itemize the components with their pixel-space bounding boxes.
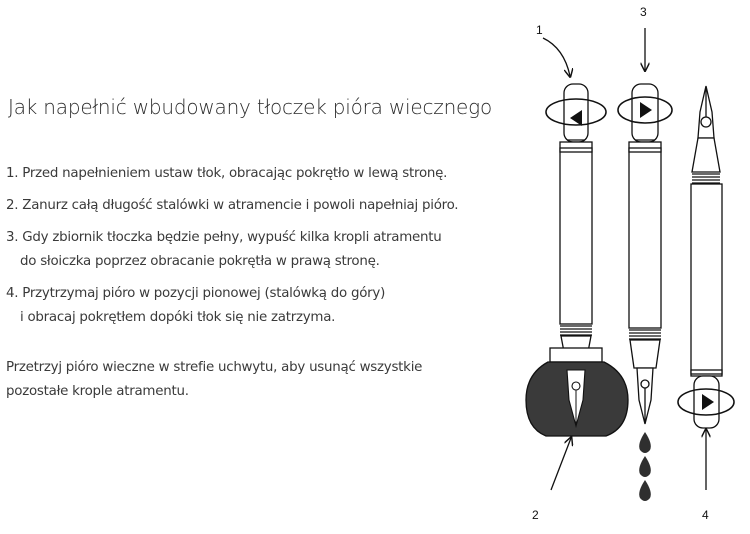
arrow-1-icon [543,38,570,76]
pen-3 [691,86,722,428]
label-2: 2 [532,508,539,522]
step-2 [6,194,546,218]
step-4-text-cont: i obracaj pokrętłem dopóki tłok się nie zatrzyma. [20,310,336,325]
step-1 [6,162,546,186]
note-line-1: Przetrzyj pióro wieczne w strefie uchwytu, aby usunąć wszystkie [6,360,423,375]
step-2-text: 2. Zanurz całą długość stalówki w atramencie i powoli napełniaj pióro. [6,198,459,213]
label-4: 4 [702,508,709,522]
cleaning-note [6,356,422,404]
step-4-text: 4. Przytrzymaj pióro w pozycji pionowej (stalówką do góry) [6,286,386,301]
pen-filling-illustration [520,0,750,534]
arrow-2-icon [551,438,571,490]
step-4 [6,282,546,330]
pen-2 [629,84,661,424]
instruction-steps [6,162,546,330]
label-1: 1 [536,23,543,37]
step-1-text: 1. Przed napełnieniem ustaw tłok, obracając pokrętło w lewą stronę. [6,166,448,181]
step-3-text-cont: do słoiczka poprzez obracanie pokrętła w prawą stronę. [20,254,380,269]
step-3 [6,226,546,274]
page-title: Jak napełnić wbudowany tłoczek pióra wiecznego [8,95,492,119]
step-3-text: 3. Gdy zbiornik tłoczka będzie pełny, wypuść kilka kropli atramentu [6,230,442,245]
label-3: 3 [640,5,647,19]
ink-drops-icon [639,432,651,501]
ink-bottle [526,348,628,436]
note-line-2: pozostałe krople atramentu. [6,384,189,399]
